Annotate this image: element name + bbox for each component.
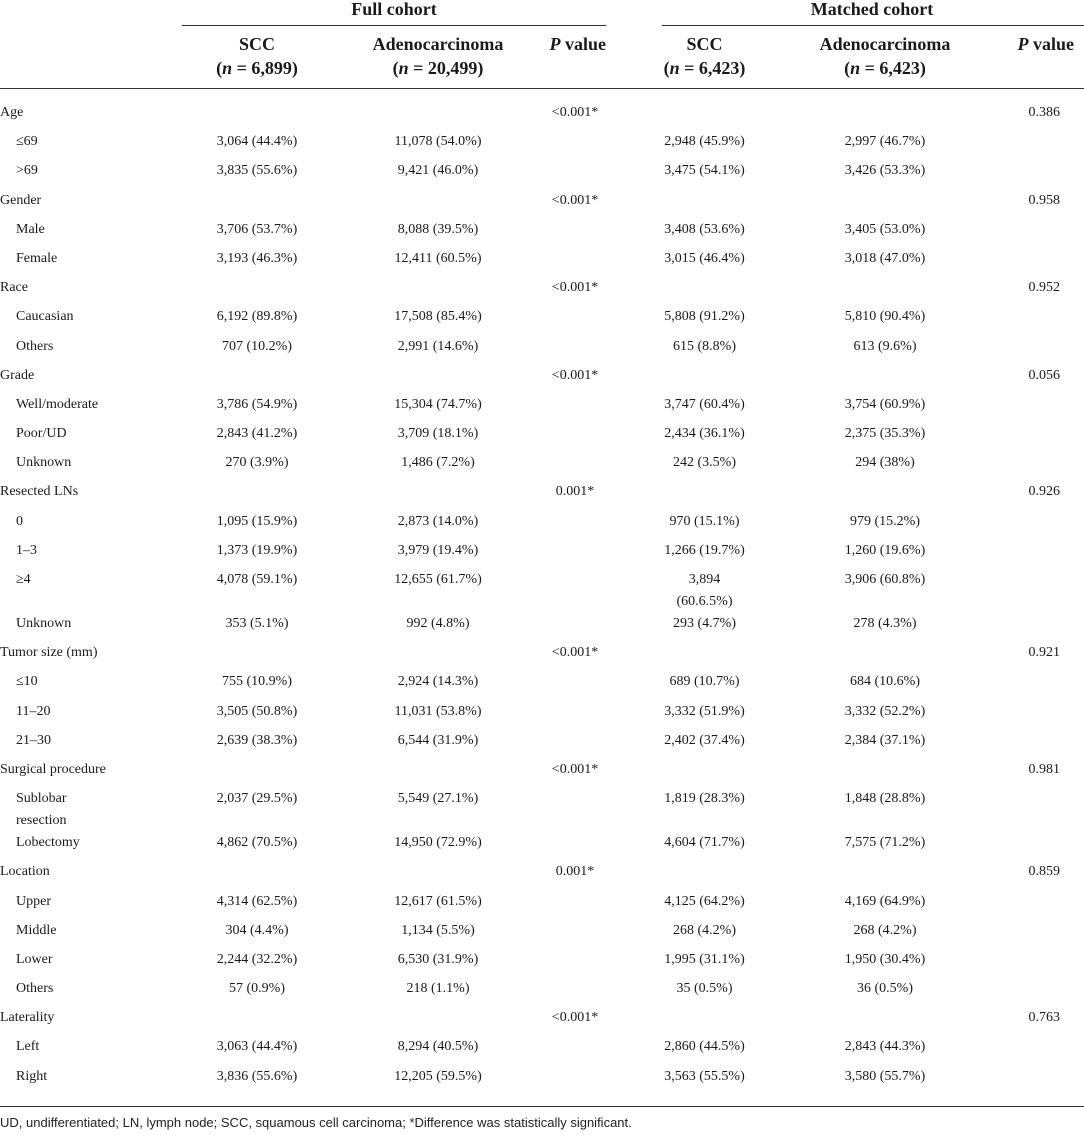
category-row xyxy=(0,999,1084,1028)
subcategory-label: Others xyxy=(16,981,54,997)
table-row xyxy=(0,386,1084,415)
category-row xyxy=(0,634,1084,663)
subcategory-label: Others xyxy=(16,338,54,354)
adeno-full-cell: 1,486 (7.2%) xyxy=(401,455,475,471)
scc-full-cell: 3,786 (54.9%) xyxy=(216,396,298,412)
adeno-matched-cell: 3,405 (53.0%) xyxy=(844,221,926,237)
p-value-matched: 0.386 xyxy=(1028,105,1060,120)
scc-matched-cell: 4,125 (64.2%) xyxy=(664,893,745,909)
adeno-full-cell: 2,924 (14.3%) xyxy=(397,674,479,690)
p-value-full: <0.001* xyxy=(551,192,599,208)
adeno-matched-cell: 4,169 (64.9%) xyxy=(844,893,926,909)
subcategory-label: 11–20 xyxy=(16,703,51,719)
adeno-full-cell: 6,544 (31.9%) xyxy=(397,732,479,748)
adeno-full-cell: 2,873 (14.0%) xyxy=(397,513,479,529)
table-row xyxy=(0,883,1084,912)
table-bottom-rule xyxy=(0,1106,1084,1107)
subcategory-label: Lower xyxy=(16,951,53,967)
scc-full-cell: 3,835 (55.6%) xyxy=(216,163,298,179)
adeno-full-cell: 1,134 (5.5%) xyxy=(401,922,475,938)
scc-full-cell: 3,193 (46.3%) xyxy=(216,250,298,266)
scc-full-cell: 304 (4.4%) xyxy=(225,922,289,938)
subcategory-label: Left xyxy=(16,1039,40,1055)
category-row xyxy=(0,853,1084,882)
adeno-full-cell: 3,979 (19.4%) xyxy=(397,542,479,558)
category-label: Gender xyxy=(0,192,42,208)
subcategory-label: 21–30 xyxy=(16,732,51,748)
category-row xyxy=(0,357,1084,386)
scc-full-cell: 2,244 (32.2%) xyxy=(216,951,298,967)
table-row xyxy=(0,693,1084,722)
scc-full-cell: 2,037 (29.5%) xyxy=(216,791,298,807)
subcategory-label: 1–3 xyxy=(16,542,37,558)
adeno-full-cell: 8,088 (39.5%) xyxy=(397,221,479,237)
adeno-full-cell: 11,031 (53.8%) xyxy=(394,703,482,719)
p-value-full: <0.001* xyxy=(551,367,599,383)
scc-full-cell: 3,836 (55.6%) xyxy=(216,1068,298,1084)
category-label: Surgical procedure xyxy=(0,761,106,777)
p-value-matched: 0.958 xyxy=(1028,192,1060,208)
p-value-full: 0.001* xyxy=(555,484,595,500)
p-value-matched: 0.981 xyxy=(1028,761,1060,777)
scc-full-cell: 353 (5.1%) xyxy=(225,616,289,631)
table-row xyxy=(0,240,1084,269)
category-label: Tumor size (mm) xyxy=(0,645,98,661)
scc-matched-cell: 689 (10.7%) xyxy=(669,674,740,690)
adeno-full-cell: 14,950 (72.9%) xyxy=(394,835,482,851)
category-label: Laterality xyxy=(0,1010,55,1026)
scc-full-cell: 1,373 (19.9%) xyxy=(216,542,298,558)
scc-matched-cell: 3,015 (46.4%) xyxy=(664,250,745,266)
p-value-matched: 0.952 xyxy=(1028,280,1060,296)
table-row xyxy=(0,328,1084,357)
adeno-full-cell: 8,294 (40.5%) xyxy=(397,1039,479,1055)
adeno-full-cell: 3,709 (18.1%) xyxy=(397,426,479,442)
adeno-matched-cell: 5,810 (90.4%) xyxy=(844,309,926,325)
subcategory-label: Poor/UD xyxy=(16,426,67,442)
adeno-full-cell: 218 (1.1%) xyxy=(406,981,470,997)
scc-full-cell: 6,192 (89.8%) xyxy=(216,309,298,325)
adeno-matched-cell: 3,580 (55.7%) xyxy=(844,1068,926,1084)
p-value-matched: 0.926 xyxy=(1028,484,1060,500)
subcategory-label: Unknown xyxy=(16,616,72,631)
adeno-matched-cell: 1,950 (30.4%) xyxy=(844,951,926,967)
col-header-p-value-matched: P value xyxy=(1017,34,1074,54)
matched-cohort-underline xyxy=(662,25,1084,26)
subcategory-label: ≤10 xyxy=(16,674,38,690)
subcategory-label: Caucasian xyxy=(16,309,74,325)
scc-matched-cell: 2,948 (45.9%) xyxy=(664,134,745,150)
adeno-matched-cell: 979 (15.2%) xyxy=(850,513,920,529)
adeno-matched-cell: 1,848 (28.8%) xyxy=(844,791,926,807)
table-row xyxy=(0,663,1084,692)
p-value-matched: 0.921 xyxy=(1028,645,1060,661)
adeno-full-cell: 9,421 (46.0%) xyxy=(397,163,479,179)
adeno-matched-cell: 36 (0.5%) xyxy=(857,981,913,997)
adeno-matched-cell: 3,018 (47.0%) xyxy=(844,250,926,266)
table-row xyxy=(0,970,1084,999)
subcategory-label: ≤69 xyxy=(16,134,38,150)
p-value-full: 0.001* xyxy=(555,864,595,880)
adeno-full-cell: 17,508 (85.4%) xyxy=(394,309,482,325)
adeno-matched-cell: 278 (4.3%) xyxy=(853,616,917,631)
col-header-scc-matched: SCC (n = 6,423) xyxy=(663,34,746,78)
table-body xyxy=(0,94,1084,1087)
scc-full-cell: 4,862 (70.5%) xyxy=(216,835,298,851)
scc-matched-cell: 3,332 (51.9%) xyxy=(664,703,745,719)
adeno-matched-cell: 2,843 (44.3%) xyxy=(844,1039,926,1055)
scc-matched-cell: 242 (3.5%) xyxy=(673,455,736,471)
table-row xyxy=(0,152,1084,181)
table-row xyxy=(0,211,1084,240)
scc-matched-cell: 3,475 (54.1%) xyxy=(664,163,745,179)
table-row xyxy=(0,444,1084,473)
category-label: Grade xyxy=(0,367,35,383)
table-row xyxy=(0,605,1084,634)
table-row xyxy=(0,941,1084,970)
scc-full-cell: 3,063 (44.4%) xyxy=(216,1039,298,1055)
category-label: Age xyxy=(0,105,24,120)
scc-matched-cell: 268 (4.2%) xyxy=(673,922,736,938)
adeno-full-cell: 11,078 (54.0%) xyxy=(394,134,482,150)
p-value-full: <0.001* xyxy=(551,1010,599,1026)
full-cohort-header: Full cohort xyxy=(351,0,437,19)
table-row xyxy=(0,561,1084,609)
table-row xyxy=(0,1058,1084,1087)
adeno-matched-cell: 2,384 (37.1%) xyxy=(844,732,926,748)
scc-full-cell: 270 (3.9%) xyxy=(225,455,289,471)
subcategory-label: Well/moderate xyxy=(16,396,99,412)
scc-matched-cell: 2,860 (44.5%) xyxy=(664,1039,745,1055)
scc-matched-cell: 5,808 (91.2%) xyxy=(664,309,745,325)
table-row xyxy=(0,532,1084,561)
category-row xyxy=(0,473,1084,502)
adeno-matched-cell: 294 (38%) xyxy=(855,455,915,471)
scc-matched-cell: 1,819 (28.3%) xyxy=(664,791,745,807)
scc-full-cell: 3,706 (53.7%) xyxy=(216,221,298,237)
subcategory-label: 0 xyxy=(16,513,23,529)
header-rule xyxy=(0,88,1084,89)
col-header-p-value-full: P value xyxy=(549,34,606,54)
scc-matched-cell: 1,995 (31.1%) xyxy=(664,951,745,967)
table-row xyxy=(0,780,1084,829)
adeno-matched-cell: 3,332 (52.2%) xyxy=(844,703,926,719)
scc-full-cell: 755 (10.9%) xyxy=(222,674,292,690)
scc-matched-cell: 1,266 (19.7%) xyxy=(664,542,745,558)
table-row xyxy=(0,722,1084,751)
scc-full-cell: 4,078 (59.1%) xyxy=(216,572,298,587)
category-row xyxy=(0,751,1084,780)
category-row xyxy=(0,182,1084,211)
scc-matched-cell: 4,604 (71.7%) xyxy=(664,835,745,851)
subcategory-label: >69 xyxy=(16,163,38,179)
subcategory-label: Lobectomy xyxy=(16,835,80,851)
category-label: Location xyxy=(0,864,50,880)
p-value-full: <0.001* xyxy=(551,280,599,296)
adeno-full-cell: 12,411 (60.5%) xyxy=(394,250,482,266)
adeno-full-cell: 12,205 (59.5%) xyxy=(394,1068,482,1084)
subcategory-label: Middle xyxy=(16,922,57,938)
adeno-matched-cell: 684 (10.6%) xyxy=(850,674,920,690)
table-row xyxy=(0,1028,1084,1057)
scc-full-cell: 4,314 (62.5%) xyxy=(216,893,298,909)
adeno-full-cell: 2,991 (14.6%) xyxy=(397,338,479,354)
table-row xyxy=(0,824,1084,853)
adeno-matched-cell: 2,375 (35.3%) xyxy=(844,426,926,442)
subcategory-label: ≥4 xyxy=(16,572,31,587)
subcategory-label: Unknown xyxy=(16,455,72,471)
category-row xyxy=(0,269,1084,298)
col-header-adeno-full: Adenocarcinoma (n = 20,499) xyxy=(372,34,504,78)
scc-full-cell: 3,505 (50.8%) xyxy=(216,703,298,719)
subcategory-label: Male xyxy=(16,221,45,237)
scc-full-cell: 3,064 (44.4%) xyxy=(216,134,298,150)
adeno-matched-cell: 3,426 (53.3%) xyxy=(844,163,926,179)
scc-full-cell: 1,095 (15.9%) xyxy=(216,513,298,529)
subcategory-label: Right xyxy=(16,1068,48,1084)
p-value-full: <0.001* xyxy=(551,645,599,661)
p-value-full: <0.001* xyxy=(551,105,599,120)
col-header-adeno-matched: Adenocarcinoma (n = 6,423) xyxy=(819,34,951,78)
adeno-full-cell: 15,304 (74.7%) xyxy=(394,396,482,412)
adeno-full-cell: 5,549 (27.1%) xyxy=(397,791,479,807)
table-row xyxy=(0,503,1084,532)
scc-matched-cell: 615 (8.8%) xyxy=(673,338,736,354)
matched-cohort-header: Matched cohort xyxy=(810,0,934,19)
scc-full-cell: 2,639 (38.3%) xyxy=(216,732,298,748)
adeno-full-cell: 6,530 (31.9%) xyxy=(397,951,479,967)
table-row xyxy=(0,298,1084,327)
scc-matched-cell: 2,434 (36.1%) xyxy=(664,426,745,442)
scc-full-cell: 707 (10.2%) xyxy=(222,338,292,354)
subcategory-label: Sublobar resection xyxy=(16,791,67,829)
table-row xyxy=(0,123,1084,152)
scc-matched-cell: 3,408 (53.6%) xyxy=(664,221,745,237)
scc-matched-cell: 293 (4.7%) xyxy=(673,616,736,631)
scc-full-cell: 2,843 (41.2%) xyxy=(216,426,298,442)
scc-matched-cell: 3,563 (55.5%) xyxy=(664,1068,745,1084)
scc-matched-cell: 35 (0.5%) xyxy=(676,981,733,997)
adeno-matched-cell: 1,260 (19.6%) xyxy=(844,542,926,558)
category-label: Resected LNs xyxy=(0,484,79,500)
p-value-full: <0.001* xyxy=(551,761,599,777)
adeno-matched-cell: 3,906 (60.8%) xyxy=(844,572,926,587)
scc-full-cell: 57 (0.9%) xyxy=(229,981,285,997)
p-value-matched: 0.859 xyxy=(1028,864,1060,880)
scc-matched-cell: 2,402 (37.4%) xyxy=(664,732,745,748)
col-header-scc-full: SCC (n = 6,899) xyxy=(216,34,298,78)
subcategory-label: Upper xyxy=(16,893,51,909)
adeno-matched-cell: 7,575 (71.2%) xyxy=(844,835,926,851)
adeno-full-cell: 992 (4.8%) xyxy=(406,616,470,631)
category-label: Race xyxy=(0,280,28,296)
p-value-matched: 0.763 xyxy=(1028,1010,1060,1026)
scc-matched-cell: 3,894 (60.6.5%) xyxy=(676,572,733,609)
adeno-full-cell: 12,617 (61.5%) xyxy=(394,893,482,909)
subcategory-label: Female xyxy=(16,250,58,266)
full-cohort-underline xyxy=(182,25,606,26)
p-value-matched: 0.056 xyxy=(1028,367,1060,383)
category-row xyxy=(0,94,1084,123)
adeno-full-cell: 12,655 (61.7%) xyxy=(394,572,482,587)
adeno-matched-cell: 268 (4.2%) xyxy=(853,922,917,938)
scc-matched-cell: 970 (15.1%) xyxy=(669,513,740,529)
adeno-matched-cell: 3,754 (60.9%) xyxy=(844,396,926,412)
table-row xyxy=(0,415,1084,444)
scc-matched-cell: 3,747 (60.4%) xyxy=(664,396,745,412)
table-footnote: UD, undifferentiated; LN, lymph node; SCC, squamous cell carcinoma; *Difference was statistically significant. xyxy=(0,1115,632,1130)
table-row xyxy=(0,912,1084,941)
adeno-matched-cell: 613 (9.6%) xyxy=(853,338,917,354)
adeno-matched-cell: 2,997 (46.7%) xyxy=(844,134,926,150)
